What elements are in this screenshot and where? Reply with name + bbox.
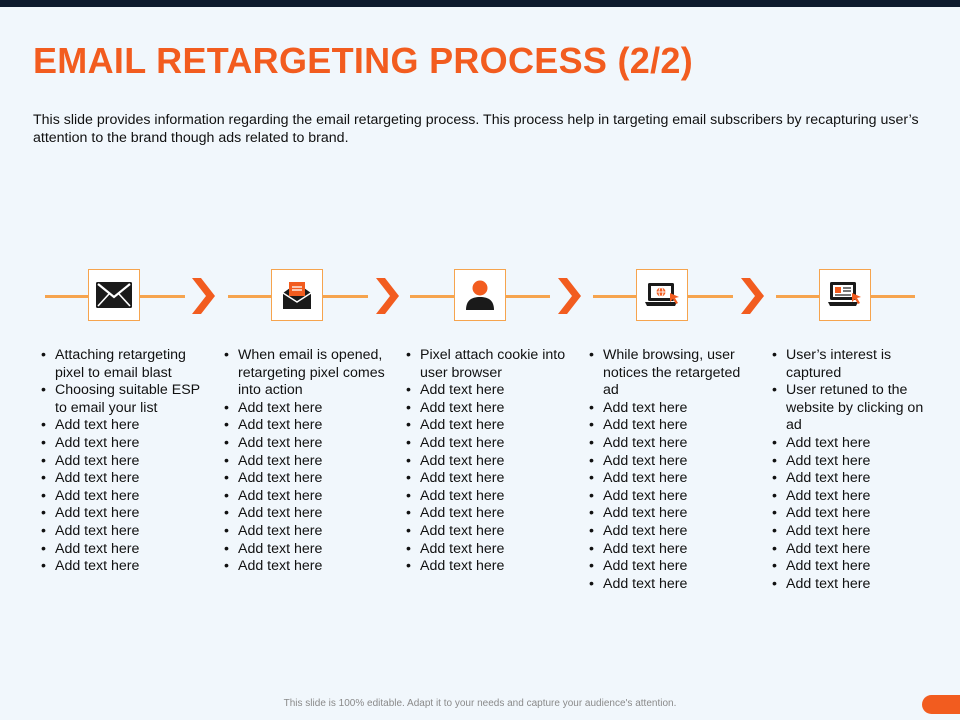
website-click-icon	[827, 281, 863, 309]
bullet-item: • Add text here	[764, 435, 936, 453]
timeline-line	[688, 295, 733, 298]
bullet-item: • Add text here	[216, 541, 388, 559]
bullet-item: • Choosing suitable ESP to email your list	[33, 382, 205, 417]
bullet-item: • Add text here	[581, 400, 753, 418]
bullet-item: • Add text here	[764, 453, 936, 471]
bullet-item: • Add text here	[216, 505, 388, 523]
bullet-item: • Add text here	[581, 470, 753, 488]
bullet-item: • Add text here	[581, 435, 753, 453]
bullet-item: • Add text here	[581, 417, 753, 435]
bullet-item: • User’s interest is captured	[764, 347, 936, 382]
bullet-item: • Add text here	[33, 541, 205, 559]
step-2-details	[216, 347, 388, 576]
footer-note: This slide is 100% editable. Adapt it to your needs and capture your audience's attention.	[283, 698, 677, 709]
bullet-item: • Add text here	[581, 558, 753, 576]
bullet-item: • Add text here	[764, 505, 936, 523]
bullet-item: • Add text here	[216, 470, 388, 488]
bullet-item: • Add text here	[581, 523, 753, 541]
step-4-icon-box	[636, 269, 688, 321]
step-4-details	[581, 347, 753, 593]
bullet-item: • Add text here	[33, 417, 205, 435]
open-email-icon	[281, 279, 313, 311]
top-bar	[0, 0, 960, 7]
bullet-item: • Add text here	[216, 558, 388, 576]
bullet-item: • Add text here	[398, 505, 570, 523]
bullet-item: • Add text here	[764, 558, 936, 576]
bullet-item: • Add text here	[581, 505, 753, 523]
step-3-details	[398, 347, 570, 576]
bullet-item: • Add text here	[398, 558, 570, 576]
step-5-icon-box	[819, 269, 871, 321]
footer-accent	[922, 695, 960, 714]
chevron-right-icon	[558, 272, 584, 320]
bullet-item: • When email is opened, retargeting pixel comes into action	[216, 347, 388, 400]
bullet-item: • Add text here	[216, 400, 388, 418]
chevron-right-icon	[192, 272, 218, 320]
bullet-item: • Add text here	[398, 541, 570, 559]
bullet-item: • Add text here	[398, 435, 570, 453]
bullet-item: • Add text here	[398, 382, 570, 400]
bullet-item: • While browsing, user notices the retargeted ad	[581, 347, 753, 400]
envelope-icon	[96, 282, 132, 308]
bullet-item: • Add text here	[216, 417, 388, 435]
bullet-item: • Add text here	[33, 453, 205, 471]
step-2-icon-box	[271, 269, 323, 321]
bullet-item: • Add text here	[398, 400, 570, 418]
slide-title: EMAIL RETARGETING PROCESS (2/2)	[33, 40, 694, 81]
step-1-icon-box	[88, 269, 140, 321]
bullet-item: • Add text here	[216, 488, 388, 506]
bullet-item: • Add text here	[398, 488, 570, 506]
bullet-item: • Add text here	[398, 417, 570, 435]
timeline-line	[45, 295, 88, 298]
timeline-line	[776, 295, 819, 298]
bullet-item: • Attaching retargeting pixel to email blast	[33, 347, 205, 382]
bullet-item: • Add text here	[398, 470, 570, 488]
bullet-item: • Add text here	[764, 488, 936, 506]
chevron-right-icon	[741, 272, 767, 320]
timeline-line	[506, 295, 550, 298]
timeline-line	[410, 295, 454, 298]
bullet-item: • Add text here	[398, 453, 570, 471]
slide-description: This slide provides information regarding the email retargeting process. This process help in targeting email subscribers by recapturing user’s attention to the brand though ads related to brand.	[33, 112, 919, 146]
bullet-item: • Pixel attach cookie into user browser	[398, 347, 570, 382]
timeline-line	[140, 295, 185, 298]
bullet-item: • Add text here	[764, 541, 936, 559]
bullet-item: • Add text here	[33, 435, 205, 453]
user-icon	[465, 279, 495, 311]
bullet-item: • Add text here	[33, 488, 205, 506]
timeline-line	[228, 295, 271, 298]
bullet-item: • Add text here	[216, 435, 388, 453]
bullet-item: • Add text here	[33, 558, 205, 576]
step-5-details	[764, 347, 936, 593]
bullet-item: • Add text here	[581, 576, 753, 594]
chevron-right-icon	[376, 272, 402, 320]
timeline-line	[323, 295, 368, 298]
bullet-item: • Add text here	[33, 470, 205, 488]
laptop-browsing-icon	[644, 282, 680, 308]
step-1-details	[33, 347, 205, 576]
bullet-item: • Add text here	[764, 523, 936, 541]
step-3-icon-box	[454, 269, 506, 321]
bullet-item: • Add text here	[216, 523, 388, 541]
bullet-item: • Add text here	[581, 488, 753, 506]
bullet-item: • User retuned to the website by clicking on ad	[764, 382, 936, 435]
timeline-line	[871, 295, 915, 298]
bullet-item: • Add text here	[581, 453, 753, 471]
bullet-item: • Add text here	[398, 523, 570, 541]
timeline-line	[593, 295, 636, 298]
bullet-item: • Add text here	[33, 523, 205, 541]
bullet-item: • Add text here	[764, 470, 936, 488]
bullet-item: • Add text here	[764, 576, 936, 594]
process-timeline	[0, 266, 960, 326]
bullet-item: • Add text here	[216, 453, 388, 471]
bullet-item: • Add text here	[33, 505, 205, 523]
bullet-item: • Add text here	[581, 541, 753, 559]
